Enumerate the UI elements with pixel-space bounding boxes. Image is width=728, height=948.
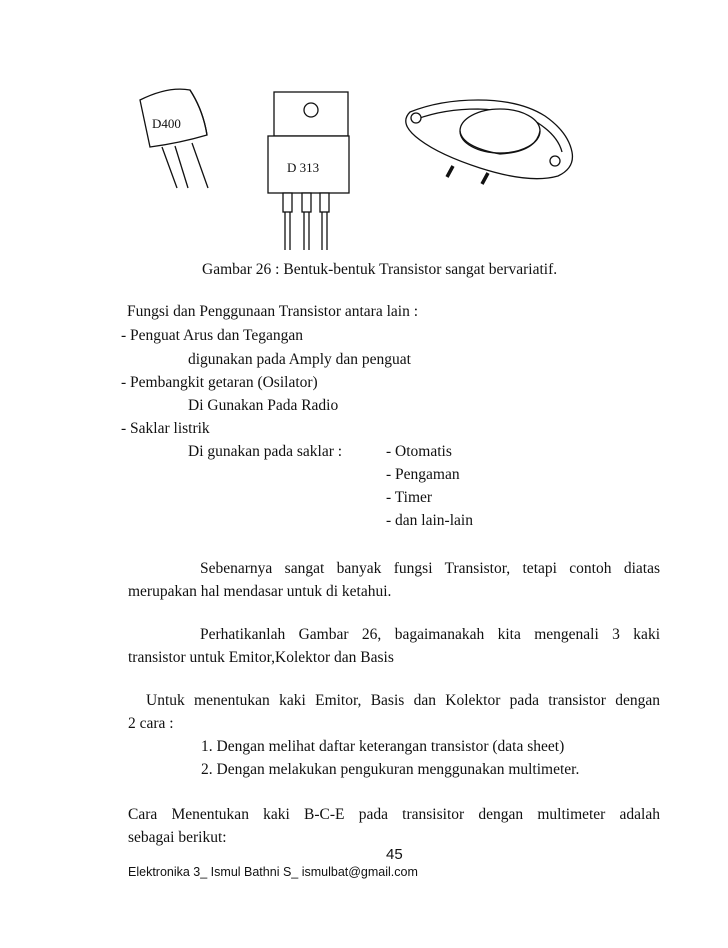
function-item-1-use: digunakan pada Amply dan penguat [188,351,411,368]
function-item-3: - Saklar listrik [121,420,210,437]
method-1: 1. Dengan melihat daftar keterangan transistor (data sheet) [201,738,565,755]
paragraph-4-line-1: Cara Menentukan kaki B-C-E pada transisitor dengan multimeter adalah [128,806,660,823]
to3-transistor-drawing [406,100,573,184]
d400-transistor-drawing [140,89,208,188]
figure-caption: Gambar 26 : Bentuk-bentuk Transistor sangat bervariatif. [202,261,558,278]
switch-use-item: - Timer [386,489,433,506]
d400-label: D400 [152,116,181,131]
d313-transistor-drawing [268,92,349,250]
d313-label: D 313 [287,160,320,175]
paragraph-2-line-2: transistor untuk Emitor,Kolektor dan Basis [128,649,394,666]
paragraph-3-line-1: Untuk menentukan kaki Emitor, Basis dan Kolektor pada transistor dengan [146,692,660,709]
switch-use-item: - dan lain-lain [386,512,473,529]
function-item-2: - Pembangkit getaran (Osilator) [121,374,318,391]
function-item-1: - Penguat Arus dan Tegangan [121,327,304,344]
functions-heading: Fungsi dan Penggunaan Transistor antara lain : [127,303,419,320]
function-item-3-use: Di gunakan pada saklar : [188,443,343,460]
paragraph-4-line-2: sebagai berikut: [128,829,227,846]
paragraph-3-line-2: 2 cara : [128,715,174,732]
function-item-2-use: Di Gunakan Pada Radio [188,397,339,414]
method-2: 2. Dengan melakukan pengukuran menggunakan multimeter. [201,761,580,778]
switch-use-item: - Pengaman [386,466,460,483]
paragraph-1-line-1: Sebenarnya sangat banyak fungsi Transistor, tetapi contoh diatas [200,560,660,577]
transistor-figure [0,0,728,270]
paragraph-1-line-2: merupakan hal mendasar untuk di ketahui. [128,583,392,600]
paragraph-2-line-1: Perhatikanlah Gambar 26, bagaimanakah kita mengenali 3 kaki [200,626,660,643]
switch-use-item: - Otomatis [386,443,452,460]
page-footer: Elektronika 3_ Ismul Bathni S_ ismulbat@gmail.com [128,865,418,879]
page-number: 45 [386,846,403,863]
